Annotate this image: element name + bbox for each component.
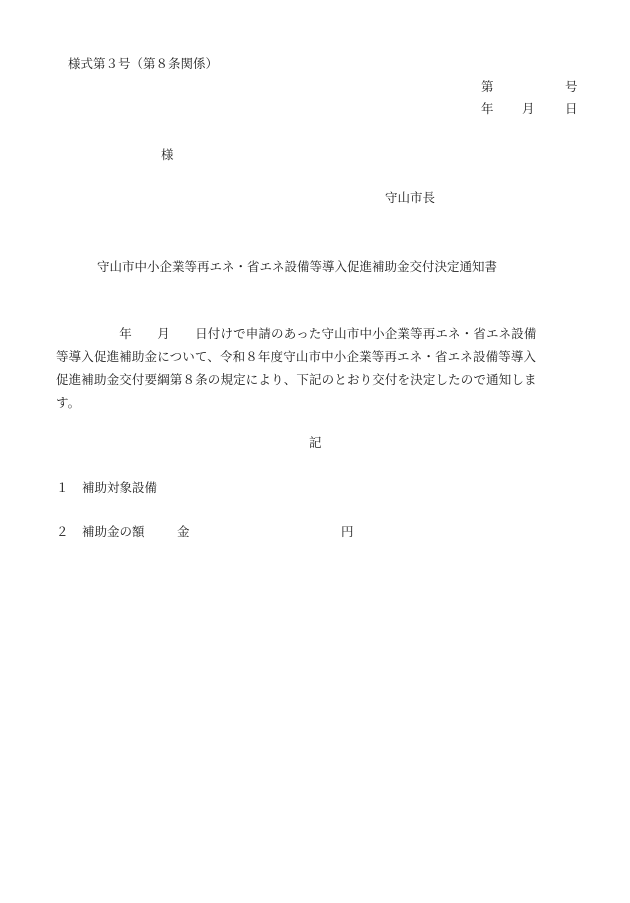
issuer: 守山市長 — [385, 190, 436, 205]
ki-label: 記 — [309, 435, 322, 450]
body-line: 年 月 日付けで申請のあった守山市中小企業等再エネ・省エネ設備 — [56, 326, 537, 341]
document-title: 守山市中小企業等再エネ・省エネ設備等導入促進補助金交付決定通知書 — [97, 259, 498, 274]
number-label: 第 — [481, 79, 494, 94]
amount-kin: 金 — [177, 524, 190, 539]
body-line: 促進補助金交付要綱第８条の規定により、下記のとおり交付を決定したので通知しま — [56, 372, 537, 387]
addressee-suffix: 様 — [161, 147, 174, 162]
item-number: ２ — [56, 524, 69, 539]
amount-en: 円 — [341, 524, 354, 539]
form-label: 様式第３号（第８条関係） — [68, 56, 219, 71]
month-label: 月 — [522, 101, 535, 116]
body-line: 等導入促進補助金について、令和８年度守山市中小企業等再エネ・省エネ設備等導入 — [56, 349, 537, 364]
body-paragraph — [56, 322, 589, 414]
item-label: 補助金の額 — [82, 524, 145, 539]
number-suffix: 号 — [565, 79, 578, 94]
item-label: 補助対象設備 — [82, 480, 158, 495]
day-label: 日 — [565, 101, 578, 116]
body-line: す。 — [56, 395, 81, 410]
item-subsidy-equipment — [56, 482, 157, 495]
item-subsidy-amount — [56, 526, 145, 539]
item-number: １ — [56, 480, 69, 495]
year-label: 年 — [481, 101, 494, 116]
